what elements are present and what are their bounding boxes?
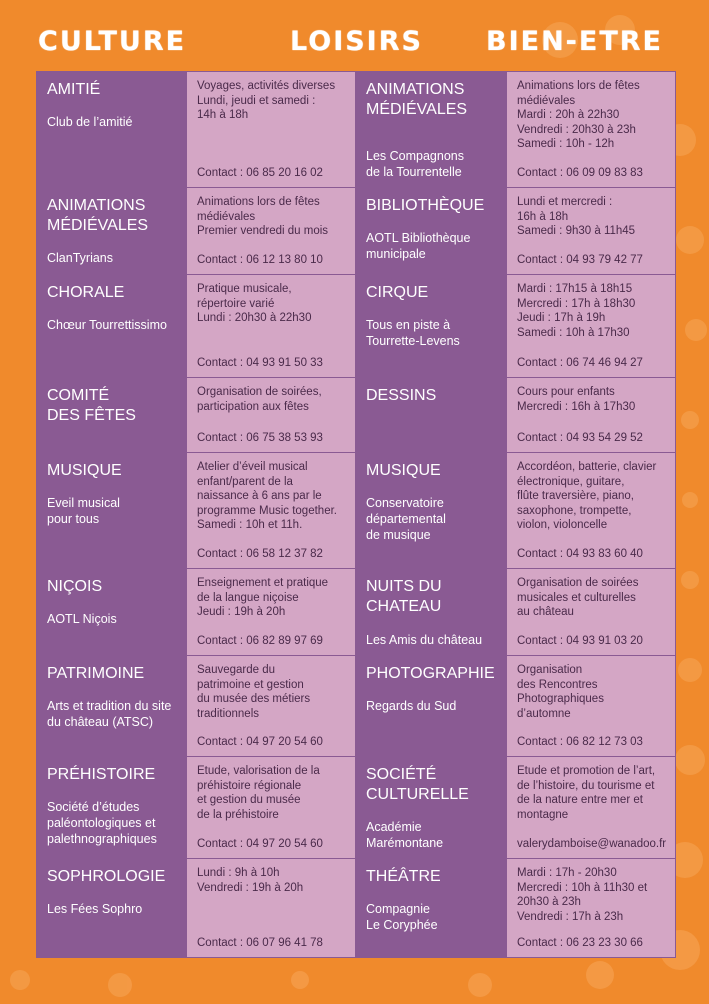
activity-name-cell <box>37 569 187 656</box>
contact-info: Contact : 06 75 38 53 93 <box>197 432 323 444</box>
activity-row <box>37 275 676 378</box>
association-name: AOTL Niçois <box>47 612 117 626</box>
activity-description: Accordéon, batterie, clavier électronique, guitare, flûte traversière, piano, saxophone, trompette, violon, violoncelle <box>517 461 657 531</box>
activity-info-cell <box>187 188 356 275</box>
activity-description: Voyages, activités diverses Lundi, jeudi et samedi : 14h à 18h <box>197 80 336 121</box>
activity-title: PRÉHISTOIRE <box>47 766 156 783</box>
contact-info: Contact : 06 07 96 41 78 <box>197 937 323 949</box>
contact-info: Contact : 04 93 79 42 77 <box>517 254 643 266</box>
association-name: Académie Marémontane <box>366 820 444 850</box>
association-name: ClanTyrians <box>47 251 113 265</box>
activity-description: Enseignement et pratique de la langue niçoise Jeudi : 19h à 20h <box>197 577 329 618</box>
association-name: Les Fées Sophro <box>47 902 143 916</box>
activity-row <box>37 656 676 757</box>
activity-row <box>37 569 676 656</box>
activity-info-cell <box>507 275 676 378</box>
activity-info-cell <box>187 859 356 958</box>
activity-title: PATRIMOINE <box>47 665 145 682</box>
activity-name-cell <box>356 378 507 453</box>
activity-name-cell <box>37 859 187 958</box>
activity-info-cell <box>507 859 676 958</box>
association-name: Société d’études paléontologiques et palethnographiques <box>47 800 157 846</box>
activity-description: Atelier d’éveil musical enfant/parent de la naissance à 6 ans par le programme Music together. Samedi : 10h et 11h. <box>197 461 337 531</box>
activity-info-cell <box>187 569 356 656</box>
association-name: AOTL Bibliothèque municipale <box>366 231 471 261</box>
activity-description: Pratique musicale, répertoire varié Lundi : 20h30 à 22h30 <box>197 283 312 324</box>
activity-name-cell <box>37 656 187 757</box>
activity-title: AMITIÉ <box>47 81 101 98</box>
activity-row <box>37 757 676 859</box>
activity-name-cell <box>356 757 507 859</box>
activity-title: SOPHROLOGIE <box>47 868 166 885</box>
contact-info: Contact : 06 74 46 94 27 <box>517 357 643 369</box>
activities-table <box>36 71 676 958</box>
activity-title: COMITÉ DES FÊTES <box>47 387 136 424</box>
activity-info-cell <box>187 656 356 757</box>
activity-description: Organisation de soirées musicales et culturelles au château <box>517 577 639 618</box>
activity-name-cell <box>37 757 187 859</box>
activity-description: Organisation de soirées, participation aux fêtes <box>197 386 322 413</box>
activity-name-cell <box>37 275 187 378</box>
contact-info: Contact : 06 23 23 30 66 <box>517 937 643 949</box>
activity-title: DESSINS <box>366 387 437 404</box>
contact-info: Contact : 06 82 89 97 69 <box>197 635 323 647</box>
activity-title: SOCIÉTÉ CULTURELLE <box>366 766 469 803</box>
activity-title: THÉÂTRE <box>366 868 441 885</box>
activity-title: BIBLIOTHÈQUE <box>366 197 485 214</box>
activity-title: ANIMATIONS MÉDIÉVALES <box>366 81 468 118</box>
activity-description: Etude, valorisation de la préhistoire régionale et gestion du musée de la préhistoire <box>197 765 320 821</box>
activity-row <box>37 188 676 275</box>
activity-name-cell <box>37 453 187 569</box>
activity-info-cell <box>507 757 676 859</box>
activity-row <box>37 378 676 453</box>
activity-title: CIRQUE <box>366 284 429 301</box>
activity-title: NIÇOIS <box>47 578 103 595</box>
activity-description: Mardi : 17h15 à 18h15 Mercredi : 17h à 18h30 Jeudi : 17h à 19h Samedi : 10h à 17h30 <box>517 283 636 339</box>
activity-info-cell <box>507 656 676 757</box>
activity-row <box>37 72 676 188</box>
contact-info: Contact : 06 85 20 16 02 <box>197 167 323 179</box>
activity-name-cell <box>356 188 507 275</box>
contact-info: valerydamboise@wanadoo.fr <box>517 838 667 850</box>
association-name: Compagnie Le Coryphée <box>366 902 438 932</box>
header-loisirs: LOISIRS <box>290 26 423 57</box>
activity-description: Animations lors de fêtes médiévales Premier vendredi du mois <box>197 196 329 237</box>
association-name: Chœur Tourrettissimo <box>47 318 167 332</box>
activity-title: NUITS DU CHATEAU <box>366 578 442 615</box>
activity-name-cell <box>37 188 187 275</box>
association-name: Club de l’amitié <box>47 115 133 129</box>
contact-info: Contact : 04 97 20 54 60 <box>197 736 323 748</box>
activity-info-cell <box>187 72 356 188</box>
activity-title: MUSIQUE <box>47 462 122 479</box>
activity-description: Organisation des Rencontres Photographiques d’automne <box>517 664 604 720</box>
header <box>0 26 709 66</box>
activity-description: Cours pour enfants Mercredi : 16h à 17h30 <box>517 386 636 413</box>
activity-info-cell <box>187 378 356 453</box>
association-name: Les Amis du château <box>366 633 483 647</box>
activity-title: PHOTOGRAPHIE <box>366 665 495 682</box>
contact-info: Contact : 04 97 20 54 60 <box>197 838 323 850</box>
activity-name-cell <box>37 72 187 188</box>
activity-description: Animations lors de fêtes médiévales Mardi : 20h à 22h30 Vendredi : 20h30 à 23h Samedi : 10h - 12h <box>517 80 640 150</box>
activity-row <box>37 453 676 569</box>
association-name: Conservatoire départemental de musique <box>366 496 446 542</box>
contact-info: Contact : 06 58 12 37 82 <box>197 548 323 560</box>
activity-info-cell <box>507 72 676 188</box>
activity-row <box>37 859 676 958</box>
association-name: Regards du Sud <box>366 699 457 713</box>
contact-info: Contact : 04 93 83 60 40 <box>517 548 643 560</box>
activity-name-cell <box>37 378 187 453</box>
activity-title: MUSIQUE <box>366 462 441 479</box>
activity-name-cell <box>356 275 507 378</box>
activity-name-cell <box>356 859 507 958</box>
header-culture: CULTURE <box>38 26 187 57</box>
contact-info: Contact : 04 93 91 50 33 <box>197 357 323 369</box>
activity-info-cell <box>187 757 356 859</box>
activity-info-cell <box>507 453 676 569</box>
activity-info-cell <box>187 453 356 569</box>
activity-info-cell <box>507 188 676 275</box>
contact-info: Contact : 06 82 12 73 03 <box>517 736 643 748</box>
activity-info-cell <box>187 275 356 378</box>
activity-title: ANIMATIONS MÉDIÉVALES <box>47 197 149 234</box>
activity-description: Etude et promotion de l’art, de l’histoire, du tourisme et de la nature entre mer et montagne <box>517 765 656 821</box>
activity-description: Lundi : 9h à 10h Vendredi : 19h à 20h <box>197 867 304 894</box>
activity-description: Sauvegarde du patrimoine et gestion du musée des métiers traditionnels <box>197 664 311 720</box>
contact-info: Contact : 06 12 13 80 10 <box>197 254 323 266</box>
association-name: Arts et tradition du site du château (ATSC) <box>47 699 172 729</box>
association-name: Les Compagnons de la Tourrentelle <box>366 149 464 179</box>
contact-info: Contact : 04 93 91 03 20 <box>517 635 643 647</box>
header-bien-etre: BIEN-ETRE <box>486 26 663 57</box>
activity-name-cell <box>356 453 507 569</box>
activity-description: Lundi et mercredi : 16h à 18h Samedi : 9h30 à 11h45 <box>517 196 636 237</box>
contact-info: Contact : 04 93 54 29 52 <box>517 432 643 444</box>
activity-info-cell <box>507 378 676 453</box>
association-name: Tous en piste à Tourrette-Levens <box>366 318 460 348</box>
association-name: Eveil musical pour tous <box>47 496 120 526</box>
activity-name-cell <box>356 656 507 757</box>
activity-name-cell <box>356 72 507 188</box>
contact-info: Contact : 06 09 09 83 83 <box>517 167 643 179</box>
activity-description: Mardi : 17h - 20h30 Mercredi : 10h à 11h30 et 20h30 à 23h Vendredi : 17h à 23h <box>517 867 648 923</box>
activity-name-cell <box>356 569 507 656</box>
activity-info-cell <box>507 569 676 656</box>
activity-title: CHORALE <box>47 284 125 301</box>
